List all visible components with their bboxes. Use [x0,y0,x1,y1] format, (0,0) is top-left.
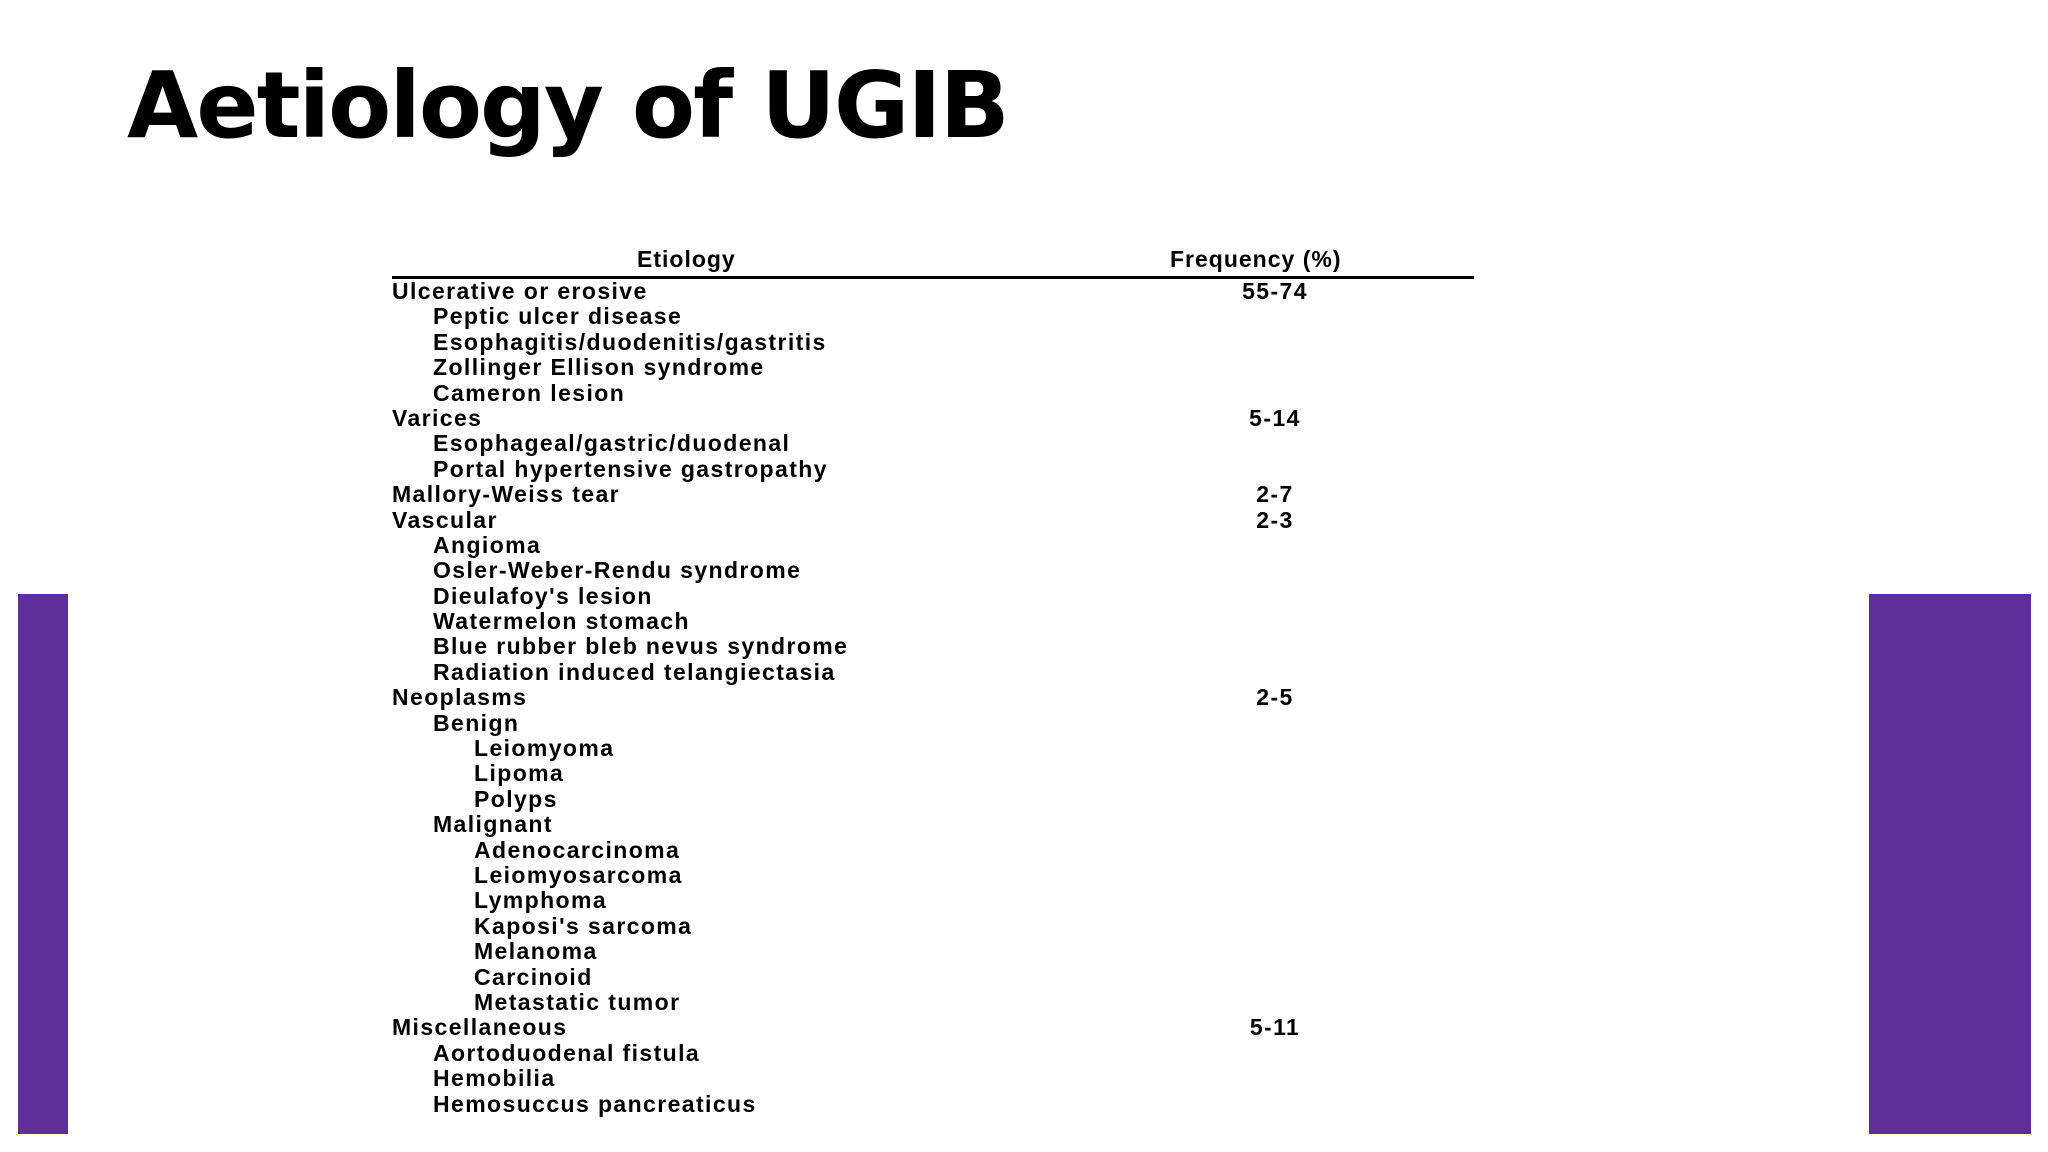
frequency-value: 2-5 [1256,684,1294,711]
etiology-label: Mallory-Weiss tear [392,481,621,508]
etiology-label: Portal hypertensive gastropathy [433,455,828,482]
etiology-label: Cameron lesion [433,379,626,406]
frequency-value: 2-3 [1256,506,1294,533]
table-row [392,838,1474,863]
slide-title: Aetiology of UGIB [127,52,1008,159]
table-row [392,711,1474,736]
table-row [392,330,1474,355]
etiology-label: Melanoma [474,938,598,965]
etiology-label: Blue rubber bleb nevus syndrome [433,633,849,660]
etiology-label: Benign [433,709,520,736]
table-row [392,1015,1474,1040]
table-row [392,863,1474,888]
table-row [392,457,1474,482]
etiology-label: Miscellaneous [392,1014,568,1041]
table-header [392,246,1474,279]
etiology-label: Carcinoid [474,963,593,990]
etiology-label: Polyps [474,785,558,812]
table-row [392,406,1474,431]
table-row [392,990,1474,1015]
etiology-label: Vascular [392,506,498,533]
etiology-label: Ulcerative or erosive [392,278,648,304]
etiology-label: Dieulafoy's lesion [433,582,653,609]
table-row [392,508,1474,533]
etiology-label: Radiation induced telangiectasia [433,658,836,685]
table-row [392,558,1474,583]
table-row [392,609,1474,634]
etiology-label: Peptic ulcer disease [433,303,683,330]
etiology-label: Osler-Weber-Rendu syndrome [433,557,802,584]
table-row [392,482,1474,507]
table-row [392,533,1474,558]
left-accent-bar [18,594,68,1134]
table-row [392,431,1474,456]
table-row [392,736,1474,761]
frequency-value: 5-11 [1249,1014,1301,1041]
etiology-label: Neoplasms [392,684,528,711]
table-row [392,355,1474,380]
etiology-label: Hemobilia [433,1065,556,1092]
table-row [392,1066,1474,1091]
etiology-label: Malignant [433,811,553,838]
etiology-label: Kaposi's sarcoma [474,912,693,939]
table-row [392,1041,1474,1066]
table-row [392,787,1474,812]
etiology-label: Varices [392,404,483,431]
table-row [392,965,1474,990]
table-row [392,761,1474,786]
table-row [392,914,1474,939]
etiology-label: Aortoduodenal fistula [433,1039,701,1066]
table-row [392,584,1474,609]
table-row [392,1092,1474,1117]
etiology-label: Angioma [433,531,542,558]
table-row [392,812,1474,837]
etiology-label: Zollinger Ellison syndrome [433,354,765,381]
etiology-label: Esophagitis/duodenitis/gastritis [433,328,827,355]
table-row [392,634,1474,659]
table-row [392,279,1474,304]
header-etiology: Etiology [637,246,736,272]
table-row [392,939,1474,964]
frequency-value: 5-14 [1249,404,1301,431]
right-accent-bar [1869,594,2031,1134]
etiology-label: Lipoma [474,760,565,787]
etiology-label: Metastatic tumor [474,988,681,1015]
etiology-label: Lymphoma [474,887,608,914]
etiology-label: Adenocarcinoma [474,836,681,863]
etiology-label: Leiomyosarcoma [474,861,683,888]
table-row [392,888,1474,913]
table-row [392,304,1474,329]
etiology-label: Esophageal/gastric/duodenal [433,430,791,457]
table-row [392,660,1474,685]
table-row [392,685,1474,710]
frequency-value: 55-74 [1242,278,1308,304]
etiology-label: Watermelon stomach [433,608,690,635]
etiology-label: Hemosuccus pancreaticus [433,1090,757,1117]
etiology-label: Leiomyoma [474,735,615,762]
table-body [392,279,1474,1117]
table-row [392,381,1474,406]
frequency-value: 2-7 [1256,481,1294,508]
header-frequency: Frequency (%) [1170,246,1342,272]
etiology-table [392,246,1474,1117]
